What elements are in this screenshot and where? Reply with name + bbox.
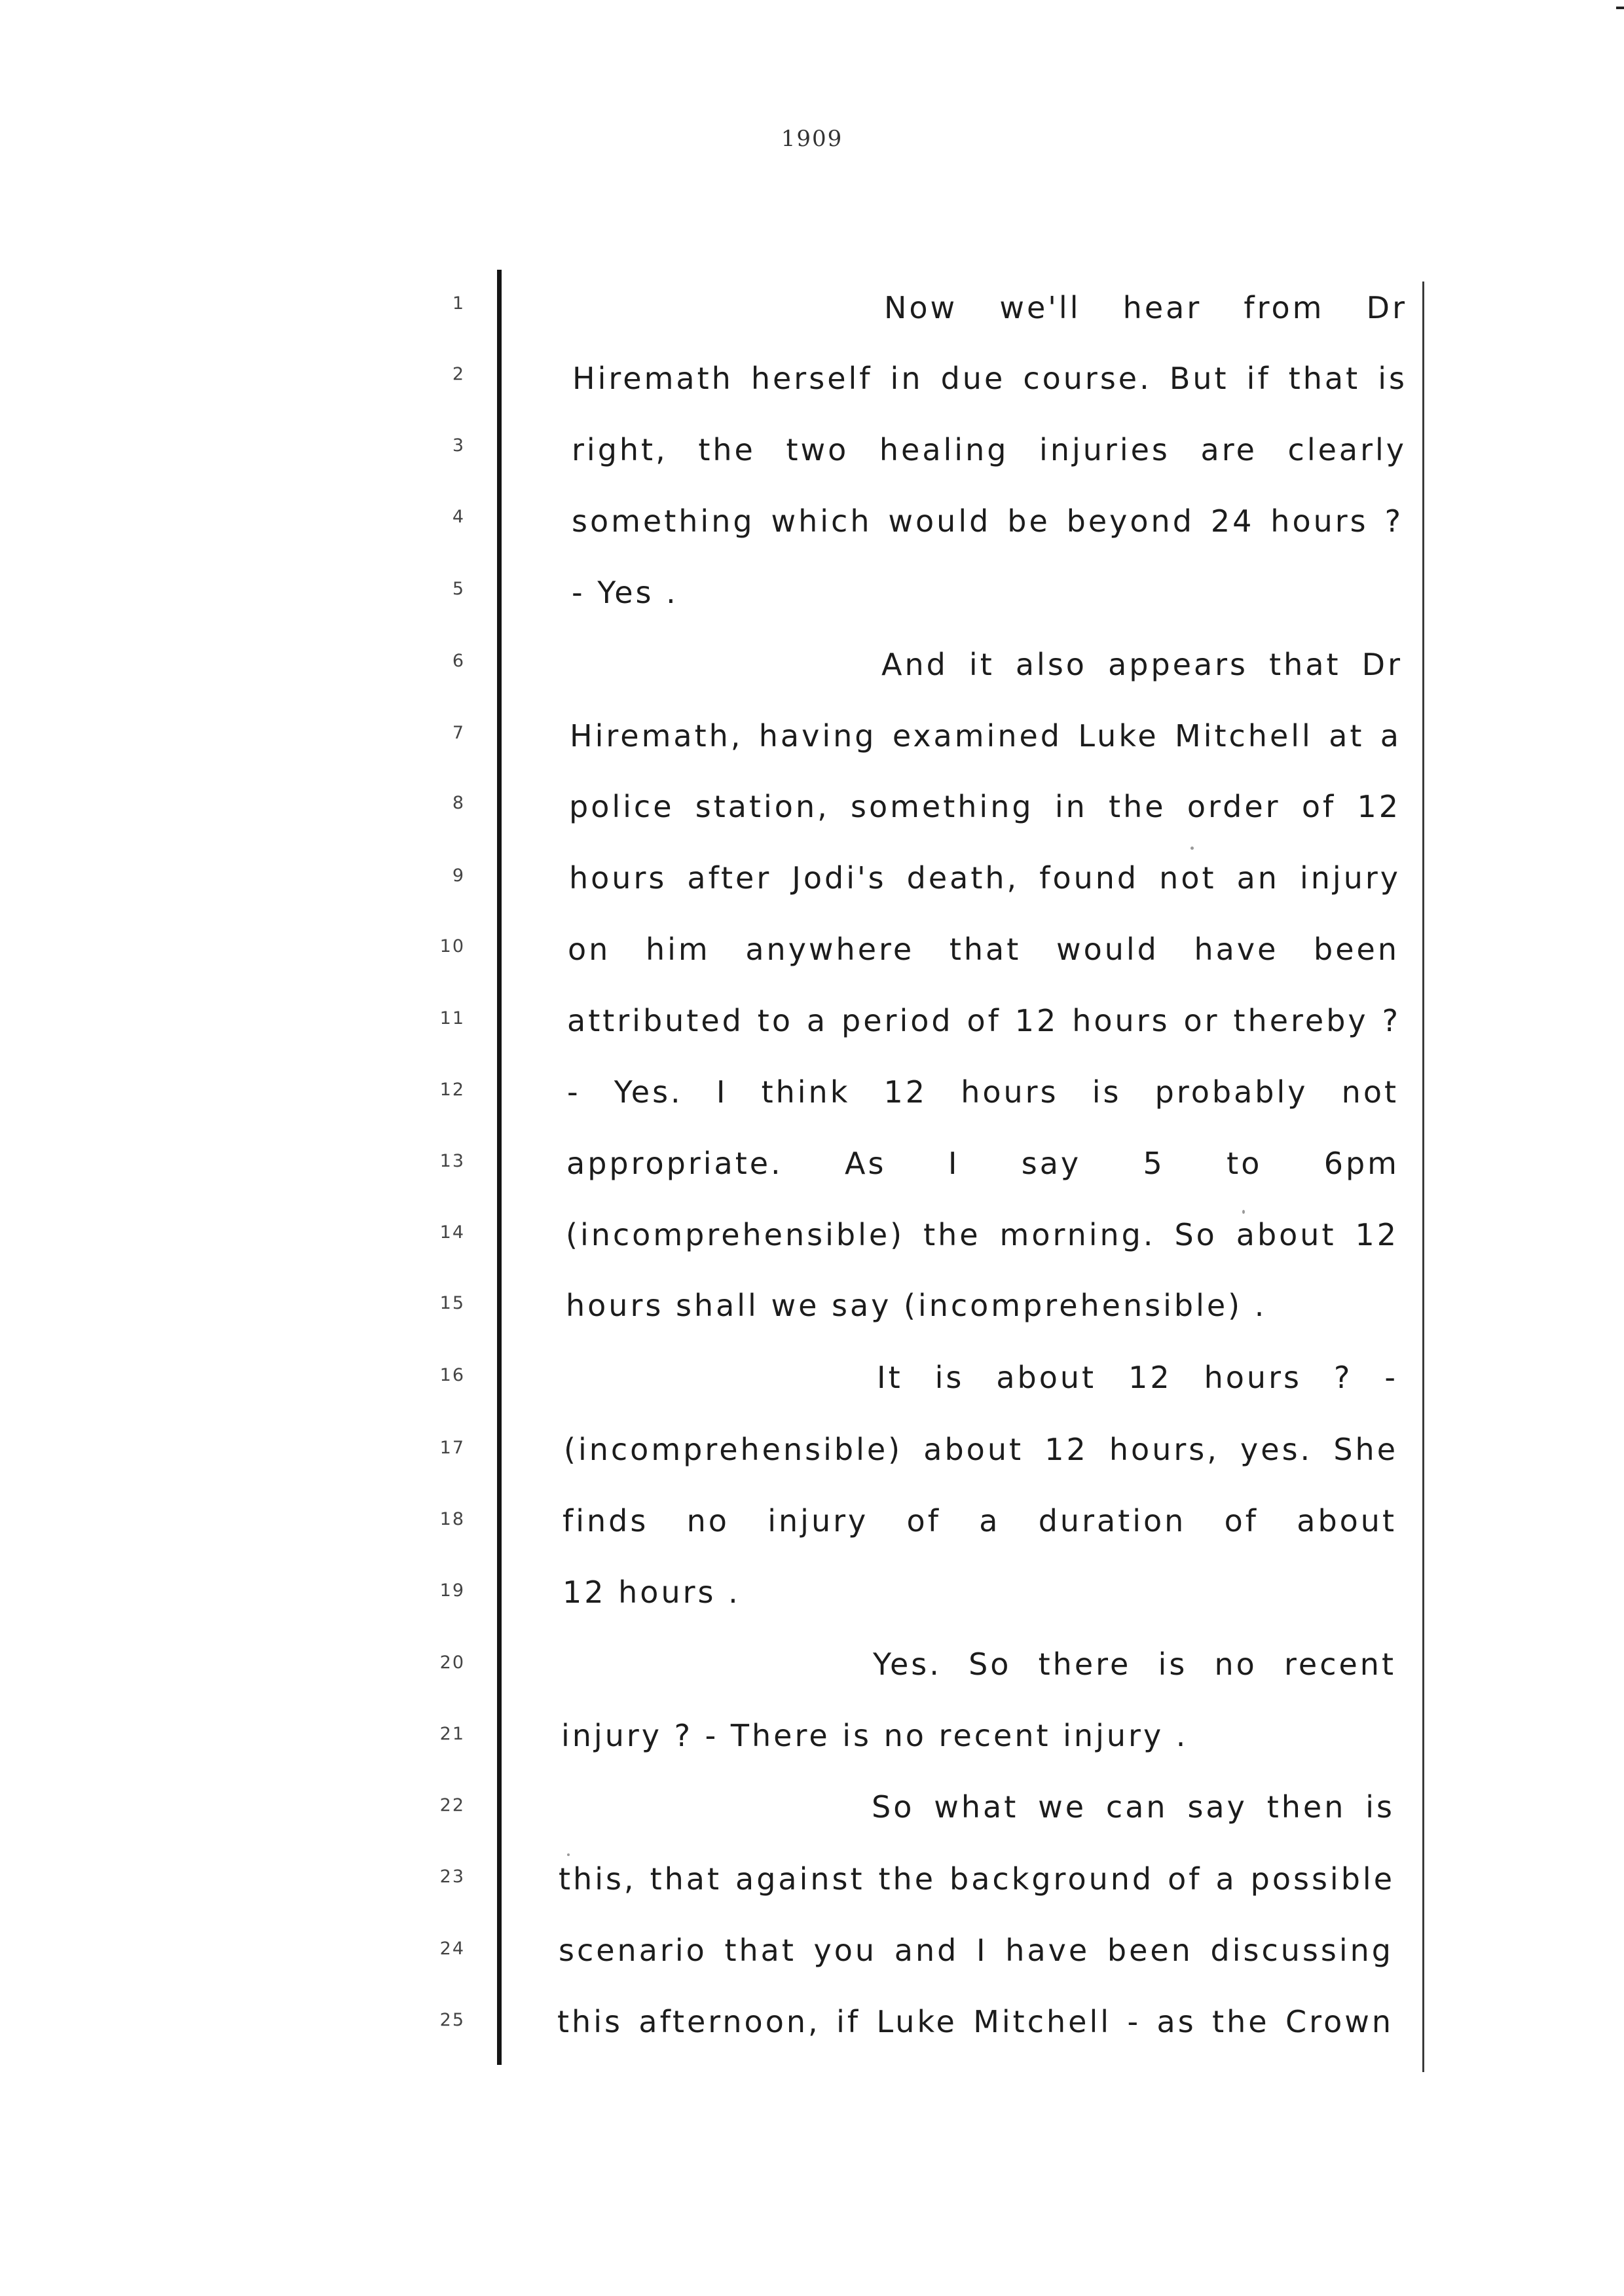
line-number: 25: [439, 2010, 465, 2030]
transcript-line: So what we can say then is: [872, 1789, 1395, 1825]
transcript-line: something which would be beyond 24 hours ?: [572, 503, 1403, 539]
transcript-line: police station, something in the order of 12: [569, 789, 1401, 824]
transcript-line: on him anywhere that would have been: [568, 932, 1399, 967]
line-number: 12: [439, 1080, 465, 1100]
transcript-line: this afternoon, if Luke Mitchell - as the Crown: [557, 2004, 1393, 2039]
page-number: 1909: [781, 126, 843, 152]
line-number: 20: [439, 1652, 465, 1673]
transcript-line: appropriate. As I say 5 to 6pm: [566, 1146, 1399, 1181]
line-number: 18: [439, 1509, 465, 1529]
line-number: 7: [452, 723, 465, 743]
transcript-line: And it also appears that Dr: [881, 647, 1403, 682]
right-margin-rule: [1422, 282, 1424, 2072]
transcript-line: (incomprehensible) about 12 hours, yes. She: [564, 1432, 1398, 1467]
line-number: 10: [439, 936, 465, 957]
line-number: 22: [439, 1795, 465, 1815]
scan-speck: [567, 1853, 570, 1856]
transcript-line: - Yes. I think 12 hours is probably not: [567, 1074, 1399, 1110]
left-margin-rule: [497, 270, 502, 2065]
line-number: 23: [439, 1867, 465, 1887]
transcript-line: It is about 12 hours ? -: [877, 1360, 1398, 1395]
transcript-line: Hiremath, having examined Luke Mitchell at a: [570, 718, 1401, 754]
line-number: 2: [452, 364, 465, 384]
transcript-line: this, that against the background of a possible: [559, 1861, 1395, 1897]
transcript-line: hours shall we say (incomprehensible) .: [566, 1288, 1267, 1323]
transcript-line: finds no injury of a duration of about: [563, 1503, 1397, 1539]
scan-speck: [1190, 847, 1194, 850]
scan-speck: [1242, 1210, 1245, 1214]
transcript-line: Hiremath herself in due course. But if that is: [572, 361, 1407, 396]
transcript-line: right, the two healing injuries are clearly: [572, 432, 1407, 467]
line-number: 19: [439, 1580, 465, 1601]
line-number: 15: [439, 1293, 465, 1313]
transcript-line: hours after Jodi's death, found not an injury: [569, 860, 1401, 896]
transcript-line: Yes. So there is no recent: [873, 1647, 1396, 1682]
line-number: 6: [452, 651, 465, 671]
transcript-line: Now we'll hear from Dr: [884, 290, 1407, 325]
line-number: 4: [452, 507, 465, 527]
line-number: 17: [439, 1438, 465, 1458]
line-number: 1: [452, 293, 465, 314]
transcript-line: scenario that you and I have been discussing: [559, 1933, 1393, 1968]
line-number: 9: [452, 866, 465, 886]
line-number: 11: [439, 1008, 465, 1029]
transcript-line: - Yes .: [572, 575, 678, 610]
line-number: 14: [439, 1222, 465, 1243]
transcript-line: (incomprehensible) the morning. So about 12: [566, 1217, 1399, 1252]
transcript-line: 12 hours .: [563, 1575, 741, 1610]
scan-artifact-mark: [1616, 7, 1624, 9]
line-number: 16: [439, 1365, 465, 1385]
line-number: 5: [452, 579, 465, 599]
line-number: 13: [439, 1151, 465, 1171]
line-number: 8: [452, 793, 465, 813]
line-number: 21: [439, 1724, 465, 1744]
line-number: 24: [439, 1939, 465, 1959]
line-number: 3: [452, 435, 465, 456]
transcript-line: attributed to a period of 12 hours or thereby ?: [567, 1003, 1401, 1038]
transcript-line: injury ? - There is no recent injury .: [561, 1718, 1189, 1753]
